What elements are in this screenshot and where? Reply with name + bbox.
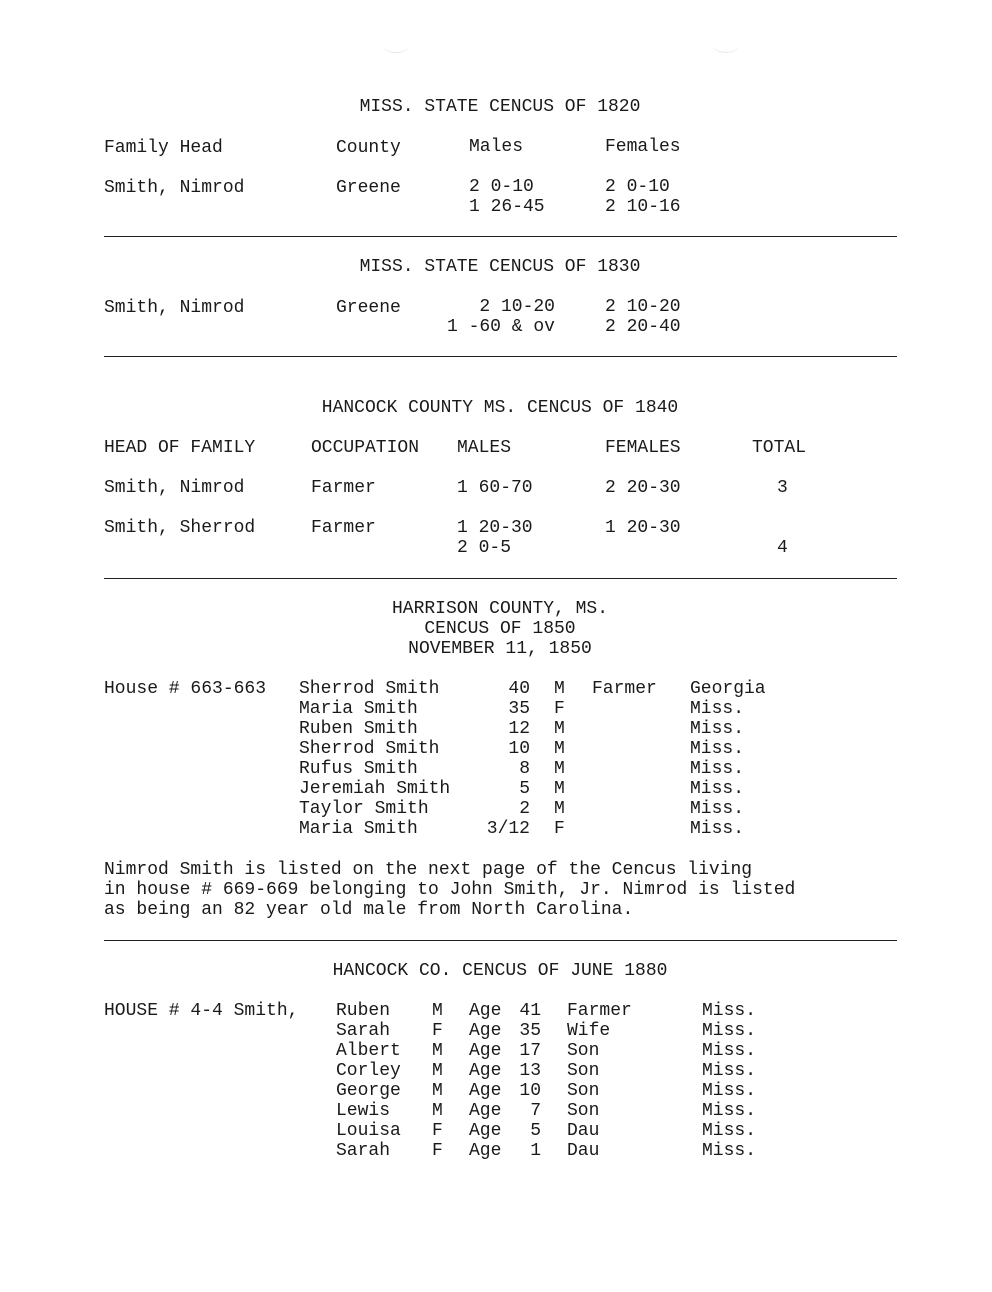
member-birthplace: Miss. <box>702 1101 757 1121</box>
entry-females: 2 20-40 <box>605 317 681 337</box>
entry-total: 4 <box>777 538 788 558</box>
age-label: Age <box>469 1101 502 1121</box>
entry-males: 2 0-5 <box>457 538 512 558</box>
member-relation: Dau <box>567 1121 600 1141</box>
member-birthplace: Miss. <box>690 759 745 779</box>
member-relation: Son <box>567 1061 600 1081</box>
header-total: TOTAL <box>752 438 807 458</box>
member-sex: M <box>554 779 565 799</box>
entry-occupation: Farmer <box>311 518 376 538</box>
member-name: Sherrod Smith <box>299 679 440 699</box>
member-name: Maria Smith <box>299 699 418 719</box>
member-name: Sherrod Smith <box>299 739 440 759</box>
member-age: 10 <box>508 739 530 759</box>
section-title-1840: HANCOCK COUNTY MS. CENCUS OF 1840 <box>321 398 679 418</box>
age-label: Age <box>469 1061 502 1081</box>
member-age: 3/12 <box>486 819 530 839</box>
section-divider <box>104 236 897 237</box>
age-label: Age <box>469 1001 502 1021</box>
member-birthplace: Miss. <box>702 1001 757 1021</box>
entry-females: 1 20-30 <box>605 518 681 538</box>
member-sex: M <box>554 719 565 739</box>
member-name: Lewis <box>336 1101 391 1121</box>
entry-occupation: Farmer <box>311 478 376 498</box>
entry-females: 2 10-16 <box>605 197 681 217</box>
member-age: 13 <box>519 1061 541 1081</box>
member-age: 2 <box>519 799 530 819</box>
member-sex: M <box>554 799 565 819</box>
member-age: 7 <box>530 1101 541 1121</box>
member-age: 41 <box>519 1001 541 1021</box>
member-name: Taylor Smith <box>299 799 429 819</box>
member-sex: M <box>554 739 565 759</box>
section-date-1850: NOVEMBER 11, 1850 <box>408 639 592 659</box>
member-birthplace: Miss. <box>690 819 745 839</box>
member-birthplace: Miss. <box>690 799 745 819</box>
member-name: Ruben <box>336 1001 391 1021</box>
member-birthplace: Miss. <box>690 719 745 739</box>
entry-males: 1 60-70 <box>457 478 533 498</box>
entry-name: Smith, Sherrod <box>104 518 256 538</box>
age-label: Age <box>469 1021 502 1041</box>
header-males: Males <box>469 137 524 157</box>
member-sex: M <box>432 1001 443 1021</box>
member-age: 10 <box>519 1081 541 1101</box>
entry-name: Smith, Nimrod <box>104 298 245 318</box>
header-family-head: Family Head <box>104 138 223 158</box>
member-age: 5 <box>530 1121 541 1141</box>
section-title-1880: HANCOCK CO. CENCUS OF JUNE 1880 <box>332 961 668 981</box>
member-relation: Son <box>567 1041 600 1061</box>
section-subtitle-1850: CENCUS OF 1850 <box>424 619 576 639</box>
member-name: Sarah <box>336 1021 391 1041</box>
note-line: as being an 82 year old male from North Carolina. <box>104 900 634 920</box>
member-name: Albert <box>336 1041 401 1061</box>
member-birthplace: Miss. <box>702 1041 757 1061</box>
entry-name: Smith, Nimrod <box>104 478 245 498</box>
member-age: 35 <box>508 699 530 719</box>
member-age: 12 <box>508 719 530 739</box>
entry-females: 2 20-30 <box>605 478 681 498</box>
member-relation: Farmer <box>567 1001 632 1021</box>
member-age: 17 <box>519 1041 541 1061</box>
entry-name: Smith, Nimrod <box>104 178 245 198</box>
header-county: County <box>336 138 401 158</box>
entry-males: 2 0-10 <box>469 177 534 197</box>
member-sex: M <box>554 679 565 699</box>
member-relation: Dau <box>567 1141 600 1161</box>
member-occupation: Farmer <box>592 679 657 699</box>
entry-males: 1 26-45 <box>469 197 545 217</box>
member-age: 40 <box>508 679 530 699</box>
entry-males: 1 -60 & ov <box>446 317 555 337</box>
member-birthplace: Miss. <box>702 1061 757 1081</box>
member-sex: F <box>432 1121 443 1141</box>
member-age: 5 <box>519 779 530 799</box>
entry-total: 3 <box>777 478 788 498</box>
section-title-1820: MISS. STATE CENCUS OF 1820 <box>359 97 641 117</box>
note-line: Nimrod Smith is listed on the next page of the Cencus living <box>104 860 753 880</box>
member-birthplace: Georgia <box>690 679 766 699</box>
punch-mark-right <box>713 38 739 53</box>
entry-males: 2 10-20 <box>479 297 555 317</box>
member-birthplace: Miss. <box>702 1121 757 1141</box>
member-name: Jeremiah Smith <box>299 779 451 799</box>
member-relation: Son <box>567 1081 600 1101</box>
member-sex: F <box>432 1141 443 1161</box>
member-birthplace: Miss. <box>702 1021 757 1041</box>
member-name: Ruben Smith <box>299 719 418 739</box>
member-sex: M <box>432 1061 443 1081</box>
member-age: 1 <box>530 1141 541 1161</box>
member-birthplace: Miss. <box>690 699 745 719</box>
section-divider <box>104 578 897 579</box>
member-name: George <box>336 1081 401 1101</box>
member-sex: M <box>554 759 565 779</box>
member-sex: M <box>432 1041 443 1061</box>
house-label: House # 663-663 <box>104 679 267 699</box>
member-name: Louisa <box>336 1121 401 1141</box>
note-line: in house # 669-669 belonging to John Smith, Jr. Nimrod is listed <box>104 880 796 900</box>
entry-females: 2 0-10 <box>605 177 670 197</box>
header-females: Females <box>605 137 681 157</box>
member-sex: F <box>432 1021 443 1041</box>
header-males: MALES <box>457 438 512 458</box>
header-females: FEMALES <box>605 438 681 458</box>
section-divider <box>104 356 897 357</box>
entry-females: 2 10-20 <box>605 297 681 317</box>
section-title-1830: MISS. STATE CENCUS OF 1830 <box>359 257 641 277</box>
age-label: Age <box>469 1121 502 1141</box>
age-label: Age <box>469 1041 502 1061</box>
punch-mark-left <box>383 38 409 53</box>
member-name: Rufus Smith <box>299 759 418 779</box>
member-sex: M <box>432 1081 443 1101</box>
age-label: Age <box>469 1141 502 1161</box>
member-birthplace: Miss. <box>702 1081 757 1101</box>
entry-county: Greene <box>336 178 401 198</box>
member-birthplace: Miss. <box>690 779 745 799</box>
member-relation: Son <box>567 1101 600 1121</box>
member-sex: M <box>432 1101 443 1121</box>
header-occupation: OCCUPATION <box>311 438 420 458</box>
header-head-of-family: HEAD OF FAMILY <box>104 438 256 458</box>
house-label: HOUSE # 4-4 Smith, <box>104 1001 299 1021</box>
member-sex: F <box>554 699 565 719</box>
member-relation: Wife <box>567 1021 611 1041</box>
member-age: 35 <box>519 1021 541 1041</box>
member-age: 8 <box>519 759 530 779</box>
member-name: Maria Smith <box>299 819 418 839</box>
member-sex: F <box>554 819 565 839</box>
member-birthplace: Miss. <box>690 739 745 759</box>
entry-county: Greene <box>336 298 401 318</box>
member-birthplace: Miss. <box>702 1141 757 1161</box>
member-name: Sarah <box>336 1141 391 1161</box>
age-label: Age <box>469 1081 502 1101</box>
member-name: Corley <box>336 1061 401 1081</box>
section-divider <box>104 940 897 941</box>
section-title-1850: HARRISON COUNTY, MS. <box>391 599 609 619</box>
entry-males: 1 20-30 <box>457 518 533 538</box>
